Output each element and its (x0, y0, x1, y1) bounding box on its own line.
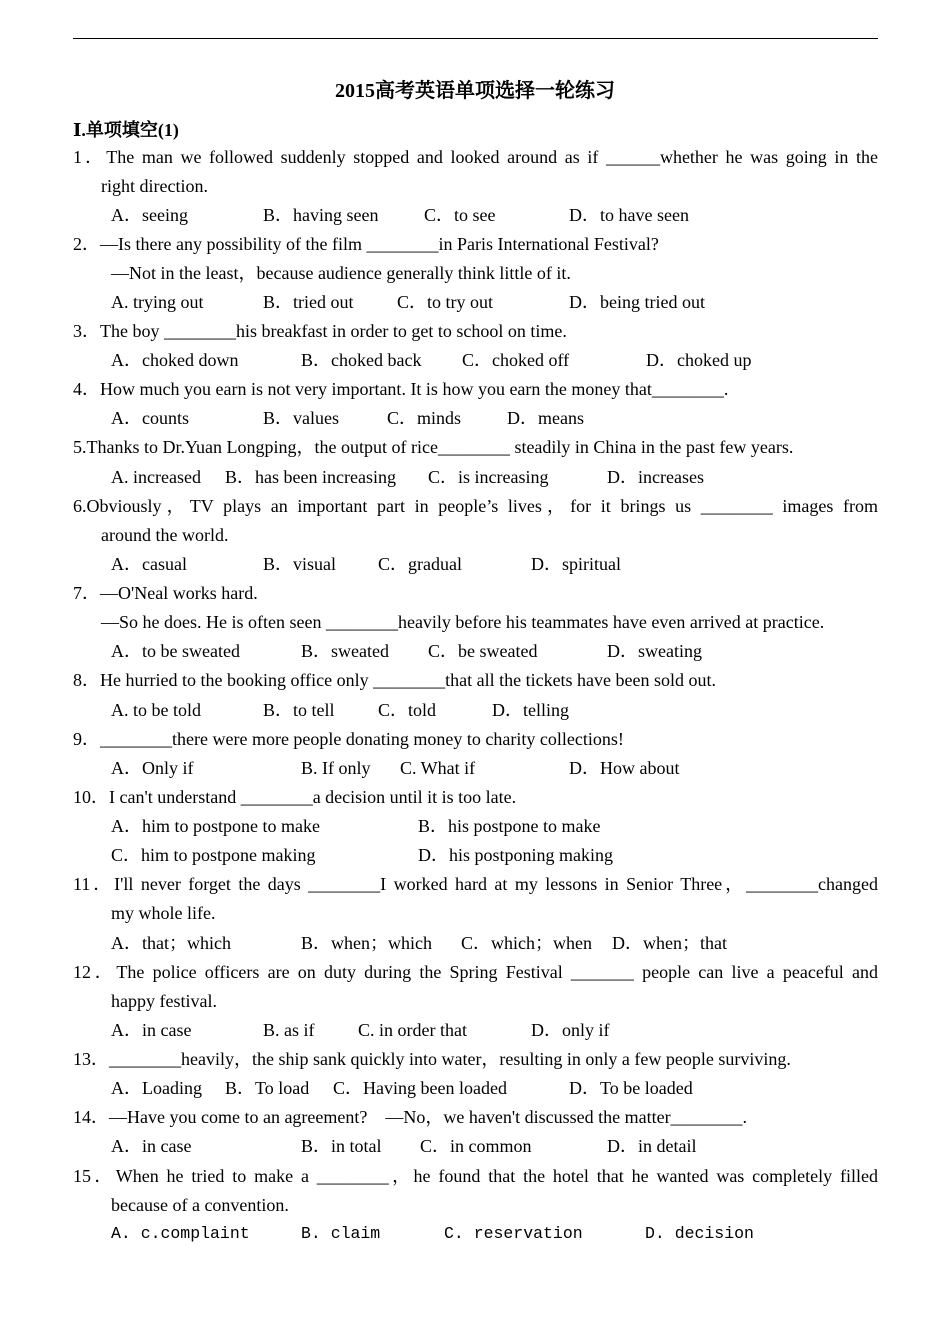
q6-option-c: C．gradual (378, 554, 462, 574)
q1-option-b: B．having seen (263, 205, 379, 225)
q3-option-c: C．choked off (462, 350, 570, 370)
question-7-text-cont: —So he does. He is often seen ________heavily before his teammates have even arrived at practice. (101, 612, 825, 632)
q12-option-d: D．only if (531, 1020, 610, 1040)
q2-option-b: B．tried out (263, 292, 354, 312)
q9-option-d: D．How about (569, 758, 680, 778)
q3-option-b: B．choked back (301, 350, 422, 370)
q10-option-b: B．his postpone to make (418, 816, 601, 836)
q11-option-d: D．when；that (612, 933, 727, 953)
question-13-text: 13．________heavily，the ship sank quickly into water，resulting in only a few people surviving. (73, 1049, 791, 1069)
q6-option-b: B．visual (263, 554, 337, 574)
header-rule (73, 38, 878, 39)
question-2-text: 2．—Is there any possibility of the film ________in Paris International Festival? (73, 234, 659, 254)
q7-option-d: D．sweating (607, 641, 702, 661)
q6-option-d: D．spiritual (531, 554, 621, 574)
question-12-text: 12．The police officers are on duty during the Spring Festival _______ people can live a peaceful and (73, 962, 878, 982)
q12-option-a: A．in case (111, 1020, 192, 1040)
q7-option-b: B．sweated (301, 641, 389, 661)
q10-option-d: D．his postponing making (418, 845, 614, 865)
question-5-text: 5.Thanks to Dr.Yuan Longping，the output of rice________ steadily in China in the past few years. (73, 437, 794, 457)
q13-option-a: A．Loading (111, 1078, 202, 1098)
q10-option-a: A．him to postpone to make (111, 816, 320, 836)
q14-option-c: C．in common (420, 1136, 532, 1156)
question-8-text: 8．He hurried to the booking office only ________that all the tickets have been sold out. (73, 670, 717, 690)
q9-option-b: B. If only (301, 758, 371, 778)
q2-option-c: C．to try out (397, 292, 494, 312)
question-15-text: 15．When he tried to make a ________，he found that the hotel that he wanted was completely filled (73, 1166, 878, 1186)
question-6-text: 6.Obviously，TV plays an important part in people’s lives，for it brings us ________ images from (73, 496, 878, 516)
q9-option-a: A．Only if (111, 758, 194, 778)
q14-option-a: A．in case (111, 1136, 192, 1156)
q12-option-c: C. in order that (358, 1020, 467, 1040)
q14-option-d: D．in detail (607, 1136, 697, 1156)
page-title: 2015高考英语单项选择一轮练习 (335, 80, 615, 102)
q11-option-b: B．when；which (301, 933, 432, 953)
q4-option-b: B．values (263, 408, 339, 428)
question-12-text-cont: happy festival. (111, 991, 217, 1011)
q5-option-b: B．has been increasing (225, 467, 396, 487)
q15-option-a: A. c.complaint (111, 1224, 250, 1243)
section-heading: Ⅰ.单项填空(1) (73, 120, 179, 140)
question-6-text-cont: around the world. (101, 525, 229, 545)
q8-option-c: C．told (378, 700, 437, 720)
q4-option-c: C．minds (387, 408, 462, 428)
q3-option-a: A．choked down (111, 350, 239, 370)
question-11-text-cont: my whole life. (111, 903, 216, 923)
q7-option-a: A．to be sweated (111, 641, 240, 661)
q4-option-a: A．counts (111, 408, 189, 428)
question-1-text-cont: right direction. (101, 176, 208, 196)
question-15-text-cont: because of a convention. (111, 1195, 289, 1215)
q1-option-c: C．to see (424, 205, 496, 225)
q15-option-c: C. reservation (444, 1224, 583, 1243)
question-7-text: 7．—O'Neal works hard. (73, 583, 258, 603)
question-3-text: 3．The boy ________his breakfast in order to get to school on time. (73, 321, 567, 341)
q9-option-c: C. What if (400, 758, 476, 778)
q12-option-b: B. as if (263, 1020, 315, 1040)
question-4-text: 4．How much you earn is not very important. It is how you earn the money that________. (73, 379, 729, 399)
q13-option-c: C．Having been loaded (333, 1078, 507, 1098)
q4-option-d: D．means (507, 408, 584, 428)
q15-option-d: D. decision (645, 1224, 754, 1243)
q5-option-c: C．is increasing (428, 467, 549, 487)
q8-option-d: D．telling (492, 700, 569, 720)
q10-option-c: C．him to postpone making (111, 845, 316, 865)
q13-option-b: B．To load (225, 1078, 310, 1098)
question-9-text: 9．________there were more people donating money to charity collections! (73, 729, 624, 749)
q7-option-c: C．be sweated (428, 641, 538, 661)
q5-option-d: D．increases (607, 467, 704, 487)
question-1-text: 1．The man we followed suddenly stopped and looked around as if ______whether he was going in the (73, 147, 878, 167)
q8-option-a: A. to be told (111, 700, 201, 720)
question-14-text: 14．—Have you come to an agreement? —No，we haven't discussed the matter________. (73, 1107, 748, 1127)
q6-option-a: A．casual (111, 554, 187, 574)
q3-option-d: D．choked up (646, 350, 752, 370)
q2-option-a: A. trying out (111, 292, 204, 312)
question-11-text: 11．I'll never forget the days ________I worked hard at my lessons in Senior Three，________changed (73, 874, 878, 894)
q14-option-b: B．in total (301, 1136, 382, 1156)
q11-option-a: A．that；which (111, 933, 231, 953)
q13-option-d: D．To be loaded (569, 1078, 693, 1098)
q1-option-d: D．to have seen (569, 205, 689, 225)
q11-option-c: C．which；when (461, 933, 592, 953)
q15-option-b: B. claim (301, 1224, 381, 1243)
question-10-text: 10．I can't understand ________a decision until it is too late. (73, 787, 517, 807)
q1-option-a: A．seeing (111, 205, 188, 225)
question-2-text-cont: —Not in the least，because audience generally think little of it. (111, 263, 571, 283)
q8-option-b: B．to tell (263, 700, 335, 720)
q2-option-d: D．being tried out (569, 292, 705, 312)
q5-option-a: A. increased (111, 467, 201, 487)
